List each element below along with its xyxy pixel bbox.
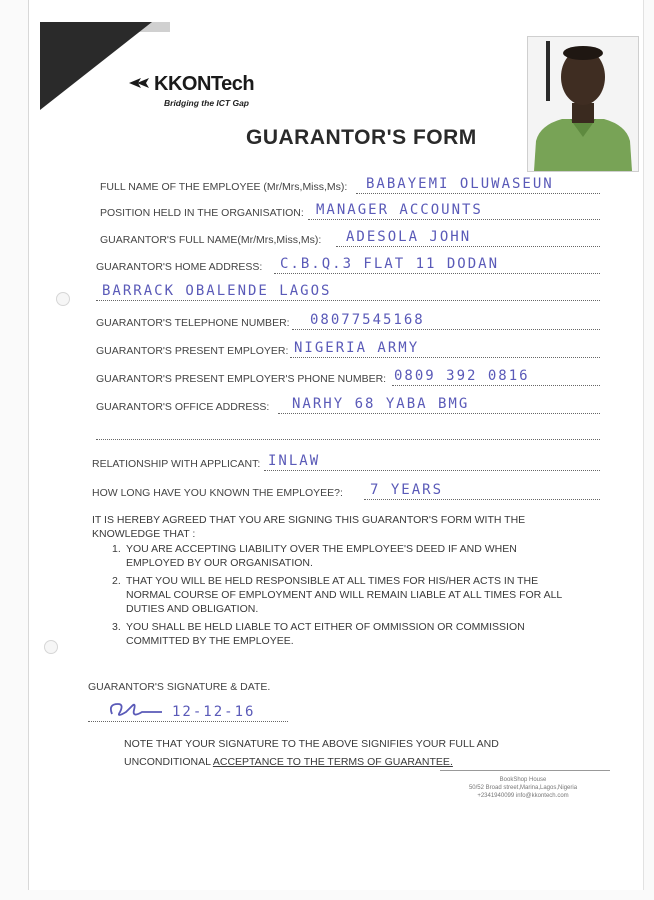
field-value: INLAW [268,453,321,469]
field-known-duration [92,480,600,502]
field-office-address-line2 [96,420,600,442]
field-line [278,412,600,414]
field-relationship [92,451,600,473]
field-label: HOW LONG HAVE YOU KNOWN THE EMPLOYEE?: [92,487,343,499]
field-line [96,438,600,440]
field-value: 7 YEARS [370,482,444,498]
field-value: BARRACK OBALENDE LAGOS [102,283,332,299]
footer-divider [440,770,610,771]
field-label: RELATIONSHIP WITH APPLICANT: [92,458,261,470]
field-value: NIGERIA ARMY [294,340,420,356]
field-value: ADESOLA JOHN [346,229,472,245]
field-label: POSITION HELD IN THE ORGANISATION: [100,207,304,219]
logo-tagline: Bridging the ICT Gap [164,98,249,108]
field-value: MANAGER ACCOUNTS [316,202,483,218]
note-underlined: ACCEPTANCE TO THE TERMS OF GUARANTEE. [212,755,453,768]
note-line1: NOTE THAT YOUR SIGNATURE TO THE ABOVE SIGNIFIES YOUR FULL AND [124,738,499,750]
person-photo-icon [528,37,638,171]
field-line [364,498,600,500]
field-value: 08077545168 [310,312,425,328]
field-office-address [96,394,600,416]
punch-hole-top [56,292,70,306]
agreement-item-text: THAT YOU WILL BE HELD RESPONSIBLE AT ALL TIMES FOR HIS/HER ACTS IN THE NORMAL COURSE OF EMPLOYMENT AND WILL REMAIN LIABLE AT ALL TIMES FOR ALL DUTIES AND OBLIGATION. [126,575,562,615]
company-logo [128,73,298,113]
field-label: GUARANTOR'S OFFICE ADDRESS: [96,401,270,413]
field-employer [96,338,600,360]
field-line [96,299,600,301]
logo-swoosh-icon [128,77,156,89]
field-line [292,328,600,330]
field-line [356,192,600,194]
field-line [274,272,600,274]
punch-hole-bottom [44,640,58,654]
logo-name: KKONTech [154,73,255,95]
field-value: 0809 392 0816 [394,368,530,384]
field-home-address-line2 [96,281,600,303]
note [124,738,544,769]
signature-line [88,700,288,724]
signature-scribble-icon [106,700,166,722]
agreement-item: 3. YOU SHALL BE HELD LIABLE TO ACT EITHER OF OMMISSION OR COMMISSION COMMITTED BY THE EMPLOYEE. [112,620,582,650]
form-title: GUARANTOR'S FORM [246,126,477,149]
field-telephone [96,310,600,332]
signature-label: GUARANTOR'S SIGNATURE & DATE. [88,681,271,693]
passport-photo [527,36,639,172]
field-line [290,356,600,358]
field-line [264,469,600,471]
field-employee-name [100,174,600,196]
field-line [392,384,600,386]
field-value: BABAYEMI OLUWASEUN [366,176,554,192]
field-line [336,245,600,247]
signature-date: 12-12-16 [172,704,256,720]
agreement-item: 1. YOU ARE ACCEPTING LIABILITY OVER THE EMPLOYEE'S DEED IF AND WHEN EMPLOYED BY OUR ORGANISATION. [112,542,582,572]
field-label: GUARANTOR'S PRESENT EMPLOYER: [96,345,289,357]
field-home-address [96,254,600,276]
field-line [308,218,600,220]
field-position [100,200,600,222]
field-label: GUARANTOR'S FULL NAME(Mr/Mrs,Miss,Ms): [100,234,322,246]
footer-address: BookShop House 50/52 Broad street,Marina,Lagos,Nigeria +2341940099 info@kkontech.com [468,777,578,799]
field-value: C.B.Q.3 FLAT 11 DODAN [280,256,500,272]
field-value: NARHY 68 YABA BMG [292,396,470,412]
field-label: GUARANTOR'S HOME ADDRESS: [96,261,263,273]
field-employer-phone [96,366,600,388]
field-label: FULL NAME OF THE EMPLOYEE (Mr/Mrs,Miss,Ms): [100,181,348,193]
field-label: GUARANTOR'S PRESENT EMPLOYER'S PHONE NUMBER: [96,373,387,385]
field-label: GUARANTOR'S TELEPHONE NUMBER: [96,317,290,329]
agreement-item-text: YOU SHALL BE HELD LIABLE TO ACT EITHER OF OMMISSION OR COMMISSION COMMITTED BY THE EMPLOYEE. [126,621,525,647]
agreement-item: 2. THAT YOU WILL BE HELD RESPONSIBLE AT ALL TIMES FOR HIS/HER ACTS IN THE NORMAL COURSE OF EMPLOYMENT AND WILL REMAIN LIABLE AT ALL TIMES FOR ALL DUTIES AND OBLIGATION. [112,574,582,618]
field-guarantor-name [100,227,600,249]
agreement-item-text: YOU ARE ACCEPTING LIABILITY OVER THE EMPLOYEE'S DEED IF AND WHEN EMPLOYED BY OUR ORGANISATION. [126,543,517,569]
agreement-intro: IT IS HEREBY AGREED THAT YOU ARE SIGNING THIS GUARANTOR'S FORM WITH THE KNOWLEDGE THAT : [92,514,526,540]
note-line2: UNCONDITIONAL ACCEPTANCE TO THE TERMS OF GUARANTEE. [124,755,453,768]
